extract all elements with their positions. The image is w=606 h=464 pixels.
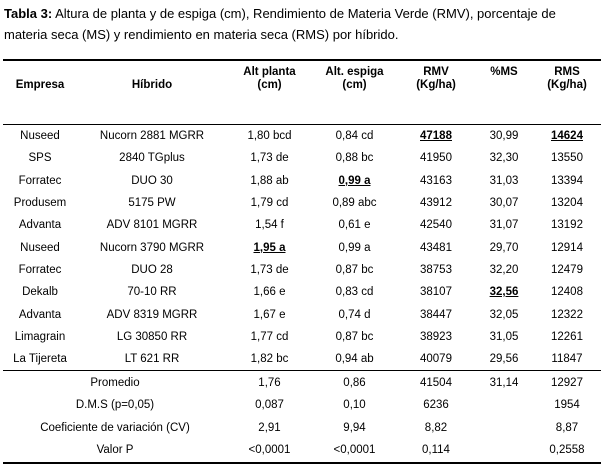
header-row bbox=[3, 60, 601, 125]
cell-empresa: Advanta bbox=[18, 219, 62, 232]
cell-rms: 12408 bbox=[551, 286, 583, 299]
cell-ms: 32,56 bbox=[489, 286, 519, 299]
cell-alt-espiga: 0,88 bc bbox=[335, 152, 374, 165]
cell-hibrido: ADV 8319 MGRR bbox=[106, 308, 198, 321]
cell-rmv: 47188 bbox=[420, 130, 452, 143]
summary-rms: 1954 bbox=[554, 399, 580, 412]
summary-rms: 0,2558 bbox=[549, 444, 585, 457]
cell-rmv: 38447 bbox=[420, 308, 452, 321]
table-row bbox=[3, 214, 601, 236]
cell-rmv: 43481 bbox=[420, 241, 452, 254]
cell-empresa: Forratec bbox=[18, 174, 62, 187]
cell-alt-planta: 1,77 cd bbox=[250, 330, 289, 343]
cell-alt-espiga: 0,94 ab bbox=[335, 353, 374, 366]
cell-rmv: 43163 bbox=[420, 174, 452, 187]
summary-ms bbox=[475, 394, 533, 417]
table-caption bbox=[4, 3, 602, 45]
cell-ms: 31,03 bbox=[489, 174, 519, 187]
cell-empresa: Nuseed bbox=[20, 130, 60, 143]
cell-alt-planta: 1,73 de bbox=[250, 152, 289, 165]
summary-ms: 31,14 bbox=[489, 376, 519, 389]
header-rmv: RMV (Kg/ha) bbox=[416, 66, 456, 91]
cell-hibrido: Nucorn 2881 MGRR bbox=[99, 130, 205, 143]
cell-empresa: Limagrain bbox=[14, 330, 66, 343]
cell-rms: 12914 bbox=[551, 241, 583, 254]
cell-rms: 12479 bbox=[551, 263, 583, 276]
cell-alt-planta: 1,79 cd bbox=[250, 197, 289, 210]
cell-rms: 14624 bbox=[551, 130, 583, 143]
summary-rms: 12927 bbox=[551, 376, 583, 389]
summary-rms: 8,87 bbox=[555, 421, 579, 434]
cell-alt-planta: 1,80 bcd bbox=[247, 130, 292, 143]
cell-ms: 31,07 bbox=[489, 219, 519, 232]
cell-ms: 30,07 bbox=[489, 197, 519, 210]
summary-ms bbox=[475, 416, 533, 439]
cell-rms: 11847 bbox=[551, 353, 583, 366]
cell-rms: 12261 bbox=[551, 330, 583, 343]
cell-alt-espiga: 0,61 e bbox=[338, 219, 371, 232]
cell-rms: 13550 bbox=[551, 152, 583, 165]
summary-rmv: 8,82 bbox=[424, 421, 448, 434]
cell-hibrido: 5175 PW bbox=[128, 197, 176, 210]
table-row bbox=[3, 348, 601, 371]
cell-alt-planta: 1,54 f bbox=[255, 219, 284, 232]
cell-ms: 32,30 bbox=[489, 152, 519, 165]
table-row bbox=[3, 326, 601, 348]
summary-row bbox=[3, 394, 601, 417]
cell-alt-planta: 1,66 e bbox=[253, 286, 286, 299]
cell-empresa: Forratec bbox=[18, 263, 62, 276]
cell-rms: 13204 bbox=[551, 197, 583, 210]
table-row bbox=[3, 192, 601, 214]
summary-rmv: 0,114 bbox=[422, 444, 450, 457]
header-ms: %MS bbox=[490, 66, 518, 78]
cell-rms: 13192 bbox=[551, 219, 583, 232]
summary-alt-planta: 1,76 bbox=[258, 376, 281, 389]
cell-ms: 30,99 bbox=[489, 130, 519, 143]
header-empresa: Empresa bbox=[15, 79, 65, 91]
table-row bbox=[3, 147, 601, 169]
header-hibrido: Híbrido bbox=[131, 79, 173, 91]
cell-empresa: Advanta bbox=[18, 308, 62, 321]
cell-rmv: 38923 bbox=[420, 330, 452, 343]
cell-hibrido: Nucorn 3790 MGRR bbox=[99, 241, 205, 254]
summary-alt-espiga: <0,0001 bbox=[333, 444, 376, 457]
summary-row bbox=[3, 371, 601, 394]
cell-hibrido: ADV 8101 MGRR bbox=[106, 219, 198, 232]
summary-row bbox=[3, 439, 601, 463]
cell-alt-planta: 1,73 de bbox=[250, 263, 289, 276]
summary-rmv: 41504 bbox=[420, 376, 452, 389]
cell-alt-planta: 1,82 bc bbox=[250, 353, 289, 366]
cell-rms: 12322 bbox=[551, 308, 583, 321]
header-alt-planta: Alt planta (cm) bbox=[243, 66, 296, 91]
cell-empresa: Produsem bbox=[13, 197, 67, 210]
table-body bbox=[3, 125, 601, 371]
cell-alt-espiga: 0,84 cd bbox=[335, 130, 374, 143]
results-table bbox=[3, 59, 601, 464]
cell-alt-espiga: 0,87 bc bbox=[335, 330, 374, 343]
cell-rmv: 41950 bbox=[420, 152, 452, 165]
cell-hibrido: 2840 TGplus bbox=[119, 152, 185, 165]
cell-ms: 29,70 bbox=[489, 241, 519, 254]
cell-rmv: 40079 bbox=[420, 353, 452, 366]
cell-hibrido: 70-10 RR bbox=[127, 286, 177, 299]
cell-rmv: 42540 bbox=[420, 219, 452, 232]
cell-alt-espiga: 0,74 d bbox=[338, 308, 371, 321]
cell-ms: 32,20 bbox=[489, 263, 519, 276]
cell-alt-planta: 1,67 e bbox=[253, 308, 286, 321]
cell-rms: 13394 bbox=[551, 174, 583, 187]
summary-alt-planta: 0,087 bbox=[255, 399, 284, 412]
summary-label: D.M.S (p=0,05) bbox=[75, 399, 155, 412]
summary-alt-planta: 2,91 bbox=[258, 421, 281, 434]
cell-rmv: 38753 bbox=[420, 263, 452, 276]
header-alt-espiga: Alt. espiga (cm) bbox=[325, 66, 384, 91]
cell-ms: 29,56 bbox=[489, 353, 519, 366]
cell-alt-espiga: 0,89 abc bbox=[332, 197, 377, 210]
cell-hibrido: DUO 28 bbox=[131, 263, 173, 276]
table-row bbox=[3, 303, 601, 325]
summary-alt-espiga: 0,10 bbox=[343, 399, 366, 412]
cell-alt-espiga: 0,99 a bbox=[338, 174, 371, 187]
table-row bbox=[3, 259, 601, 281]
cell-empresa: La Tijereta bbox=[13, 353, 67, 366]
cell-alt-espiga: 0,87 bc bbox=[335, 263, 374, 276]
table-row bbox=[3, 236, 601, 258]
summary-label: Valor P bbox=[96, 444, 134, 457]
cell-hibrido: LG 30850 RR bbox=[116, 330, 188, 343]
summary-ms bbox=[475, 439, 533, 463]
cell-ms: 32,05 bbox=[489, 308, 519, 321]
cell-alt-planta: 1,95 a bbox=[253, 241, 286, 254]
cell-alt-espiga: 0,99 a bbox=[338, 241, 371, 254]
summary-alt-espiga: 0,86 bbox=[343, 376, 366, 389]
cell-alt-planta: 1,88 ab bbox=[250, 174, 289, 187]
cell-rmv: 38107 bbox=[420, 286, 452, 299]
summary-label: Coeficiente de variación (CV) bbox=[40, 421, 190, 434]
table-row bbox=[3, 281, 601, 303]
cell-hibrido: LT 621 RR bbox=[124, 353, 180, 366]
table-row bbox=[3, 125, 601, 148]
cell-hibrido: DUO 30 bbox=[131, 174, 173, 187]
cell-empresa: Nuseed bbox=[20, 241, 60, 254]
summary-alt-espiga: 9,94 bbox=[343, 421, 366, 434]
header-rms: RMS (Kg/ha) bbox=[547, 66, 587, 91]
cell-empresa: SPS bbox=[28, 152, 52, 165]
caption-text: Altura de planta y de espiga (cm), Rendimiento de Materia Verde (RMV), porcentaje de materia seca (MS) y rendimiento en materia seca (RMS) por híbrido. bbox=[4, 6, 556, 42]
table-row bbox=[3, 170, 601, 192]
cell-rmv: 43912 bbox=[420, 197, 452, 210]
summary-label: Promedio bbox=[90, 376, 140, 389]
summary-row bbox=[3, 416, 601, 439]
summary-rmv: 6236 bbox=[423, 399, 449, 412]
caption-label: Tabla 3: bbox=[4, 6, 53, 21]
summary-alt-planta: <0,0001 bbox=[248, 444, 291, 457]
table-summary bbox=[3, 371, 601, 463]
cell-ms: 31,05 bbox=[489, 330, 519, 343]
cell-empresa: Dekalb bbox=[22, 286, 58, 299]
cell-alt-espiga: 0,83 cd bbox=[335, 286, 374, 299]
